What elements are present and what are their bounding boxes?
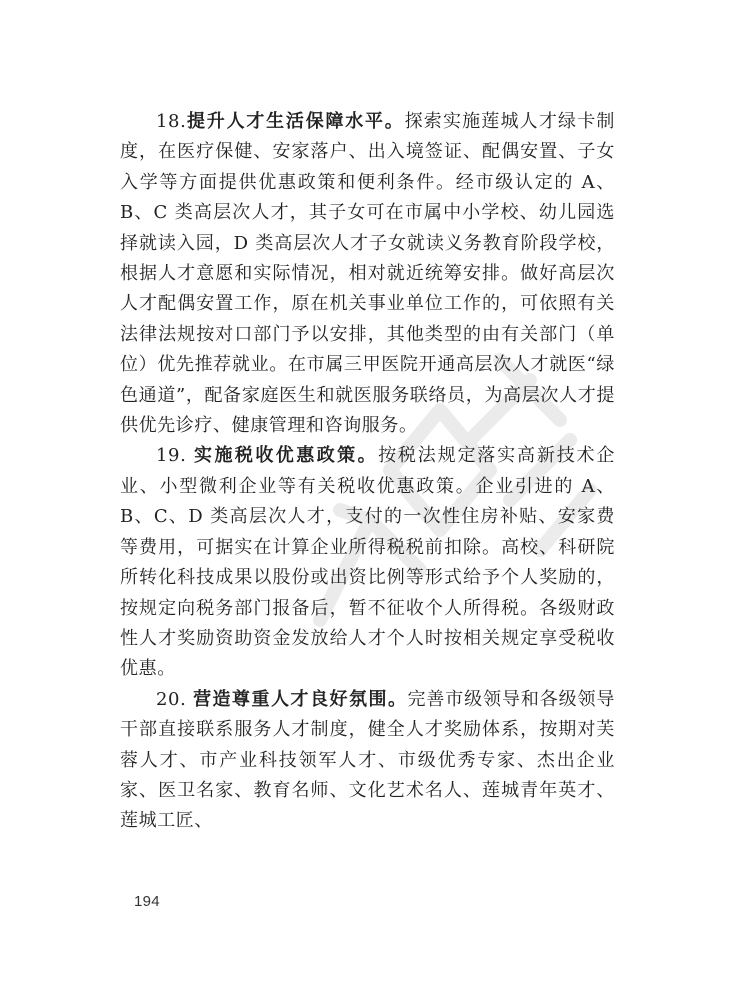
- item-heading: 营造尊重人才良好氛围。: [193, 688, 408, 710]
- item-body: 探索实施莲城人才绿卡制度，在医疗保健、安家落户、出入境签证、配偶安置、子女入学等方面提供优惠政策和便利条件。经市级认定的 A、B、C 类高层次人才，其子女可在市属中小学校、幼儿园选择就读入园，D 类高层次人才子女就读义务教育阶段学校，根据人才意愿和实际情况，相对就近统筹安排。做好高层次人才配偶安置工作，原在机关事业单位工作的，可依照有关法律法规按对口部门予以安排，其他类型的由有关部门（单位）优先推荐就业。在市属三甲医院开通高层次人才就医“绿色通道”，配备家庭医生和就医服务联络员，为高层次人才提供优先诊疗、健康管理和咨询服务。: [120, 111, 615, 437]
- item-heading: 提升人才生活保障水平。: [186, 111, 405, 132]
- item-body: 完善市级领导和各级领导干部直接联系服务人才制度，健全人才奖励体系，按期对芙蓉人才、市产业科技领军人才、市级优秀专家、杰出企业家、医卫名家、教育名师、文化艺术名人、莲城青年英才、莲城工匠、: [120, 688, 616, 832]
- paragraph-19: [120, 441, 615, 684]
- item-number: 20.: [156, 688, 187, 710]
- paragraph-18: [120, 107, 615, 441]
- item-number: 18.: [156, 111, 187, 132]
- page-number: 194: [134, 893, 160, 910]
- item-number: 19.: [156, 445, 187, 467]
- item-body: 按税法规定落实高新技术企业、小型微利企业等有关税收优惠政策。企业引进的 A、B、C、D 类高层次人才，支付的一次性住房补贴、安家费等费用，可据实在计算企业所得税税前扣除。高校、科研院所转化科技成果以股份或出资比例等形式给予个人奖励的，按规定向税务部门报备后，暂不征收个人所得税。各级财政性人才奖励资助资金发放给人才个人时按相关规定享受税收优惠。: [120, 445, 615, 680]
- item-heading: 实施税收优惠政策。: [194, 445, 379, 467]
- body-text: [120, 107, 615, 837]
- paragraph-20: [120, 685, 615, 837]
